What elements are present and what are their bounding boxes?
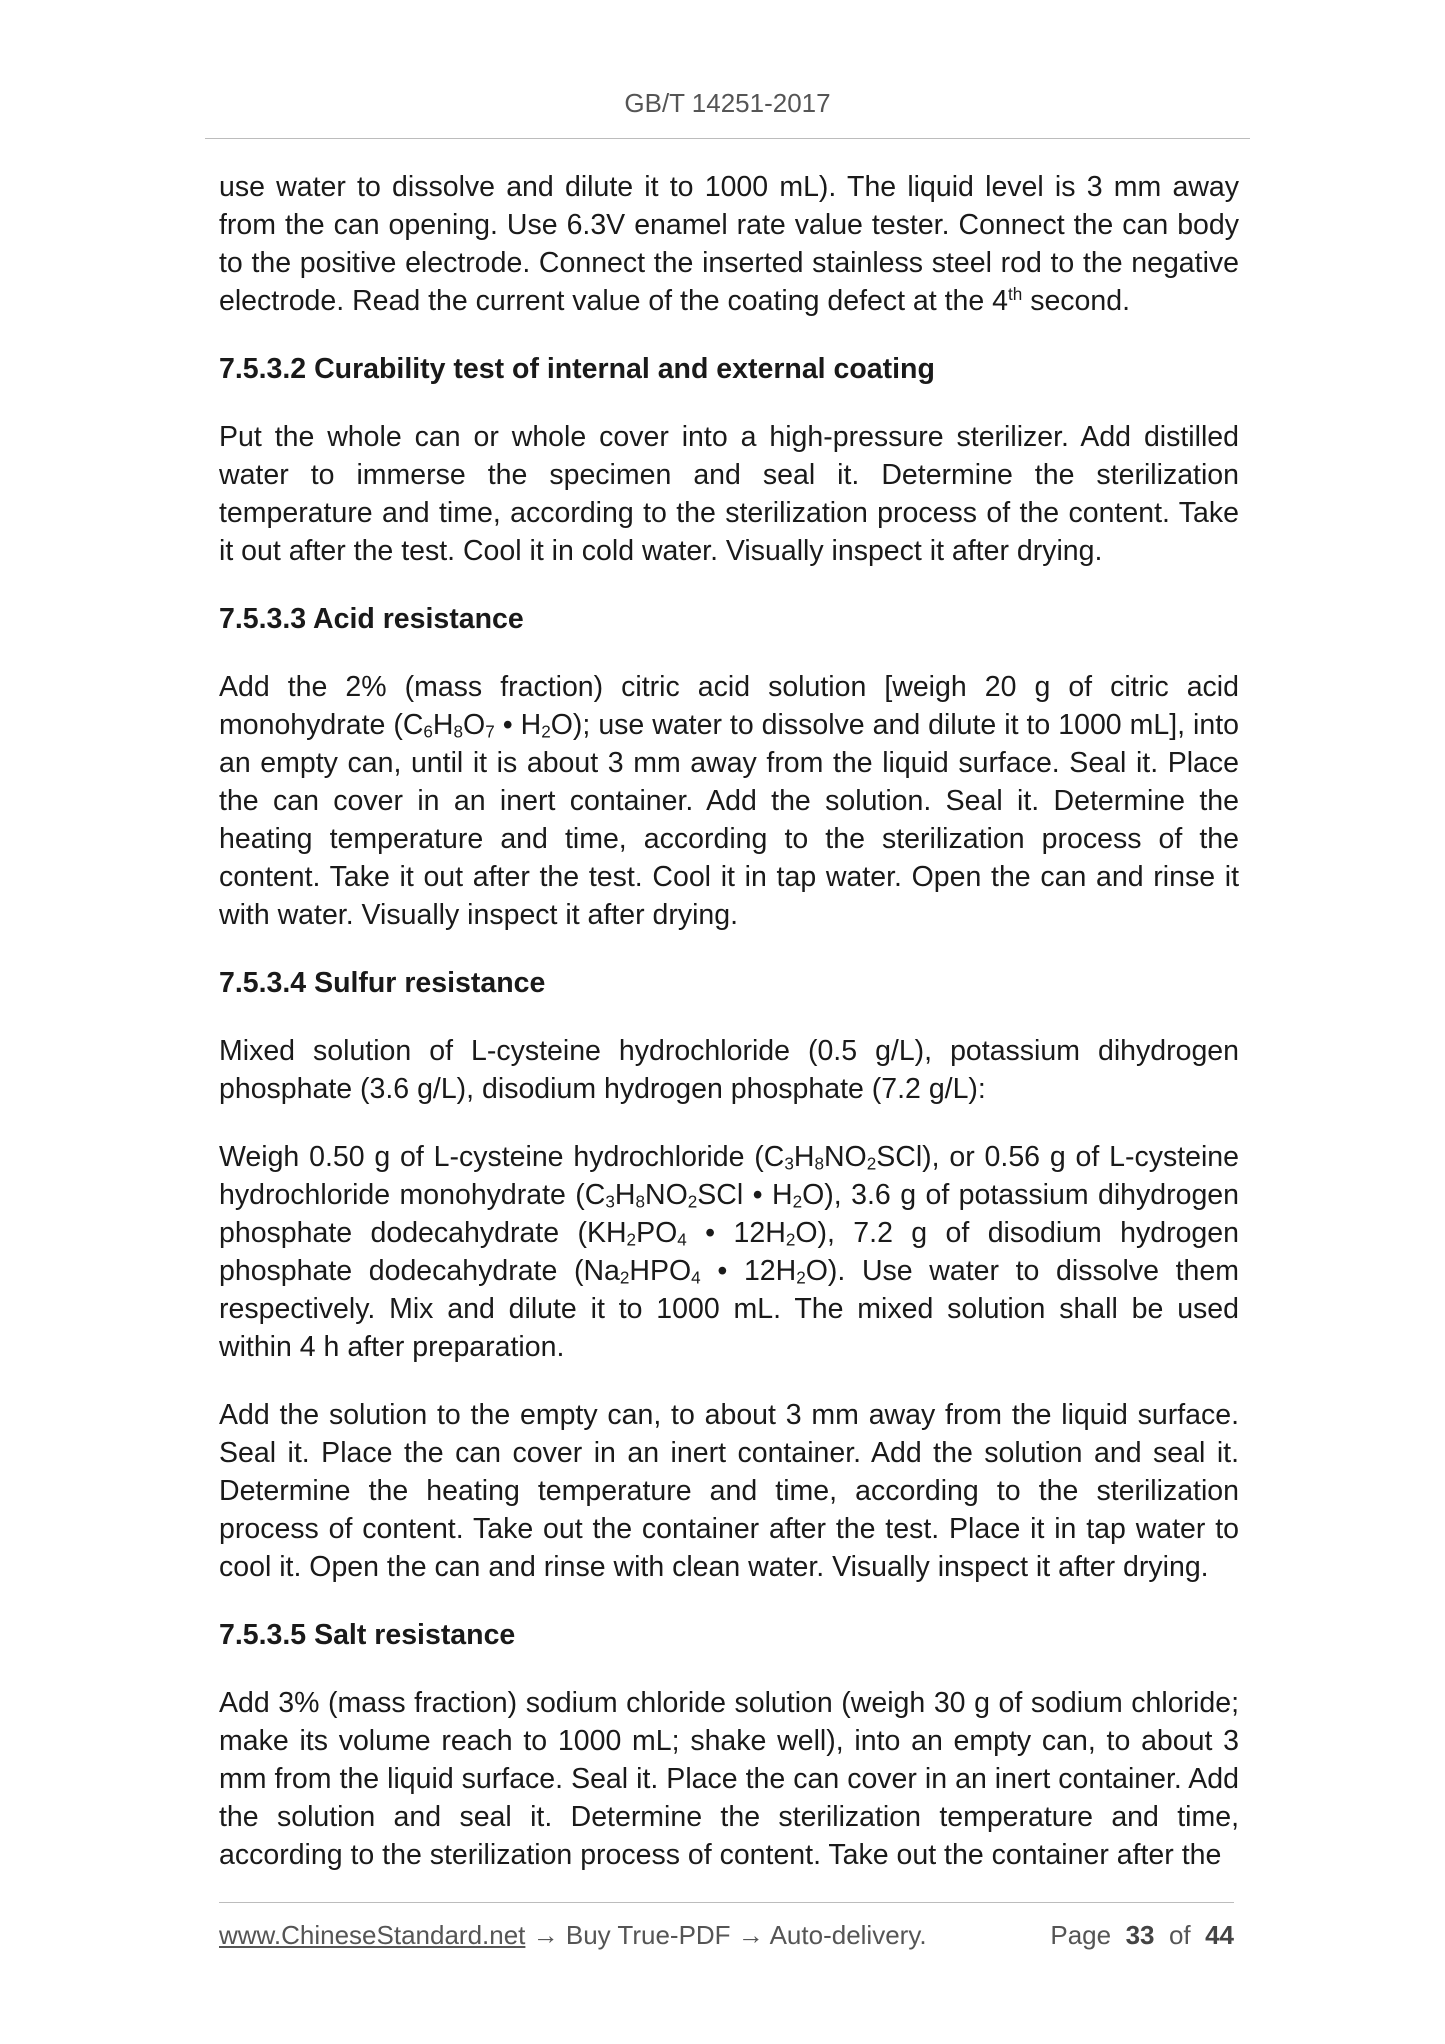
paragraph-continuation: use water to dissolve and dilute it to 1000 mL). The liquid level is 3 mm away from the can opening. Use 6.3V enamel rate value tester. Connect the can body to the positive electrode. Connect the inserted stainless steel rod to the negative electrode. Read the current value of the coating defect at the 4th second. bbox=[219, 171, 1239, 317]
paragraph-sulfur-weigh: Weigh 0.50 g of L-cysteine hydrochloride $(C_3H_8NO_2SCl)$, or 0.56 g of L-cysteine hydrochloride monohydrate ($C_3H_8NO_2SCl$ • $H_2O$), 3.6 g of potassium dihydrogen phosphate dodecahydrate ($KH_2PO_4$ • $12H_2O$), 7.2 g of disodium hydrogen phosphate dodecahydrate ($Na_2HPO_4$ • $12H_2O$). Use water to dissolve them respectively. Mix and dilute it to 1000 mL. The mixed solution shall be used within 4 h after preparation. bbox=[219, 1141, 1240, 1363]
current-page: 33 bbox=[1125, 1920, 1155, 1950]
arrow-icon: → bbox=[730, 1920, 770, 1950]
section-heading-7-5-3-3: 7.5.3.3 Acid resistance bbox=[219, 603, 524, 635]
header-divider bbox=[205, 138, 1250, 139]
paragraph-sulfur-procedure: Add the solution to the empty can, to about 3 mm away from the liquid surface. Seal it. Place the can cover in an inert container. Add the solution and seal it. Determine the heating temperature and time, according to the sterilization process of content. Take out the container after the test. Place it in tap water to cool it. Open the can and rinse with clean water. Visually inspect it after drying. bbox=[219, 1399, 1239, 1583]
paragraph-acid-resistance: Add the 2% (mass fraction) citric acid solution [weigh 20 g of citric acid monohydrate ($C_6H_8O_7$ • $H_2O$); use water to dissolve and dilute it to 1000 mL], into an empty can, until it is about 3 mm away from the liquid surface. Seal it. Place the can cover in an inert container. Add the solution. Seal it. Determine the heating temperature and time, according to the sterilization process of the content. Take it out after the test. Cool it in tap water. Open the can and rinse it with water. Visually inspect it after drying. bbox=[219, 671, 1239, 931]
document-body bbox=[219, 168, 1239, 1904]
website-link[interactable]: www.ChineseStandard.net bbox=[219, 1920, 526, 1950]
page-header: GB/T 14251-2017 bbox=[624, 88, 831, 118]
paragraph-sulfur-mixed-solution: Mixed solution of L-cysteine hydrochloride (0.5 g/L), potassium dihydrogen phosphate (3.6 g/L), disodium hydrogen phosphate (7.2 g/L): bbox=[219, 1035, 1239, 1105]
arrow-icon: → bbox=[525, 1920, 566, 1950]
section-heading-7-5-3-4: 7.5.3.4 Sulfur resistance bbox=[219, 967, 546, 999]
page-number: Page 33 of 44 bbox=[1050, 1920, 1234, 1950]
paragraph-salt-resistance: Add 3% (mass fraction) sodium chloride solution (weigh 30 g of sodium chloride; make its volume reach to 1000 mL; shake well), into an empty can, to about 3 mm from the liquid surface. Seal it. Place the can cover in an inert container. Add the solution and seal it. Determine the sterilization temperature and time, according to the sterilization process of content. Take out the container after the bbox=[219, 1687, 1239, 1871]
paragraph-curability: Put the whole can or whole cover into a high-pressure sterilizer. Add distilled water to immerse the specimen and seal it. Determine the sterilization temperature and time, according to the sterilization process of the content. Take it out after the test. Cool it in cold water. Visually inspect it after drying. bbox=[219, 421, 1239, 567]
section-heading-7-5-3-5: 7.5.3.5 Salt resistance bbox=[219, 1619, 516, 1651]
footer-divider bbox=[219, 1902, 1234, 1903]
total-pages: 44 bbox=[1205, 1920, 1234, 1950]
buy-text: Buy True-PDF bbox=[565, 1920, 731, 1950]
delivery-text: Auto-delivery. bbox=[769, 1920, 927, 1950]
section-heading-7-5-3-2: 7.5.3.2 Curability test of internal and external coating bbox=[219, 353, 935, 385]
footer-promo bbox=[219, 1920, 927, 1951]
